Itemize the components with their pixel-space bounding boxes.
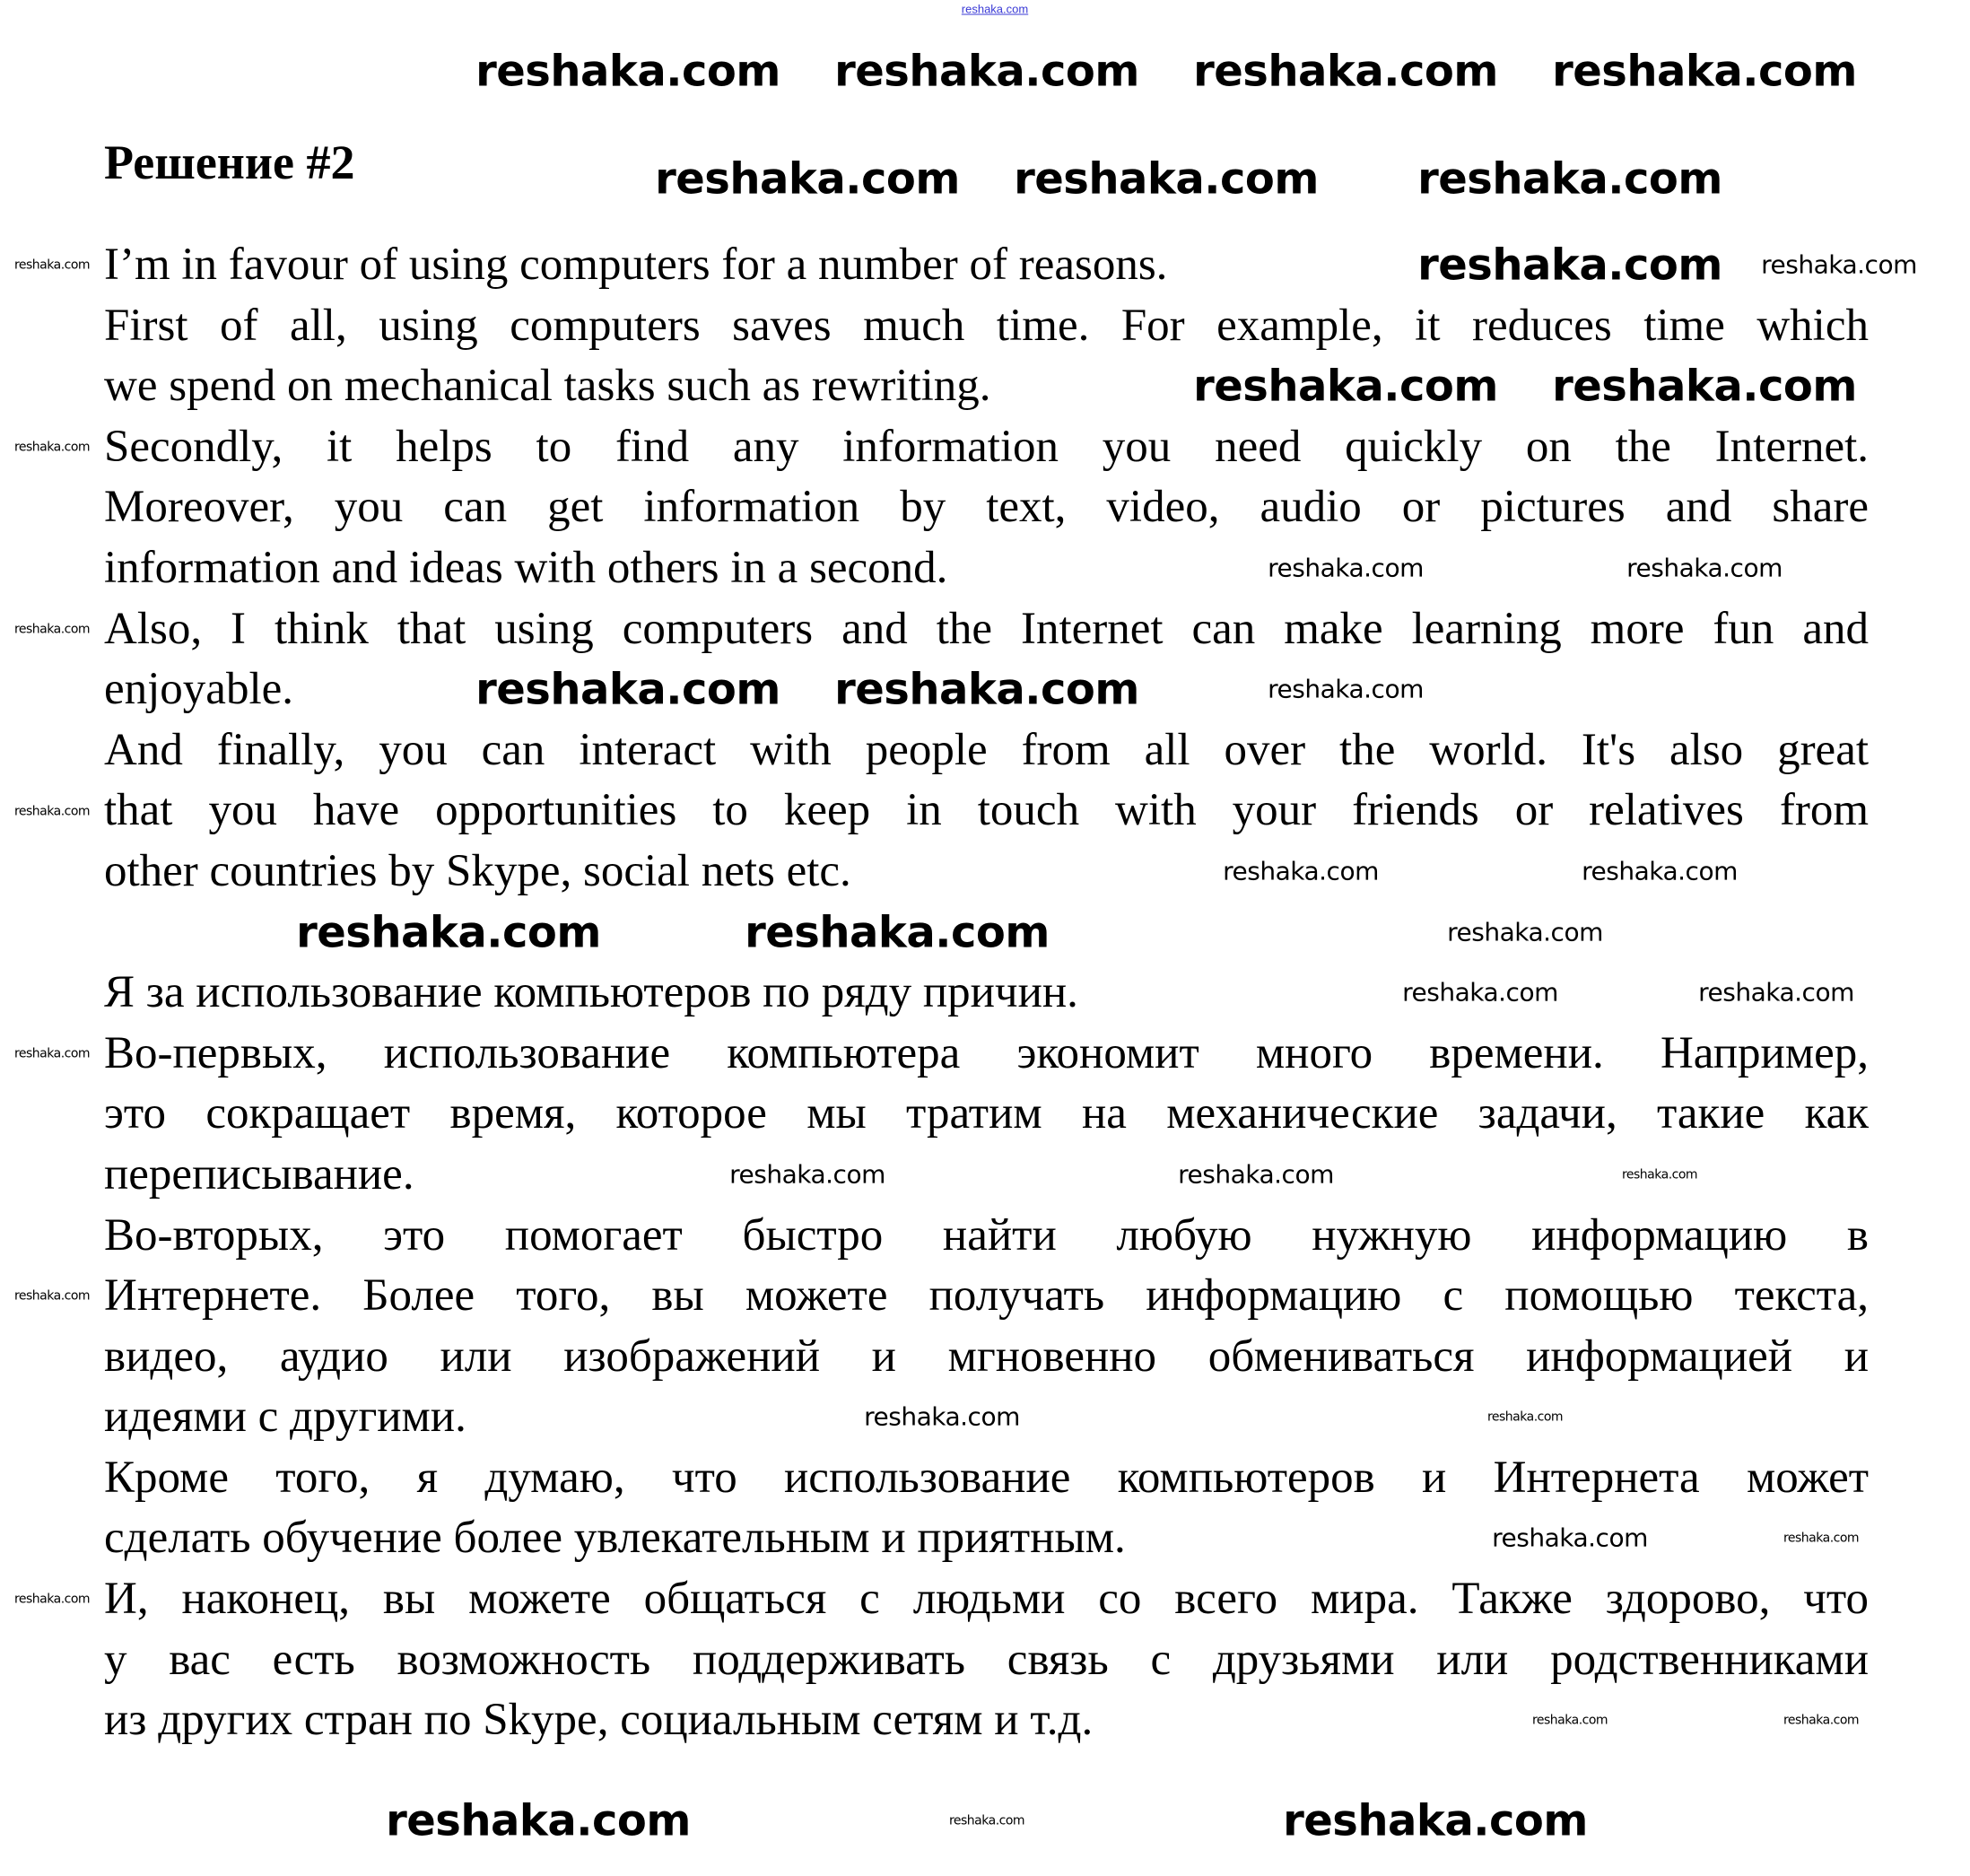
watermark: reshaka.com (13, 257, 91, 273)
watermark: reshaka.com (745, 907, 1050, 958)
watermark: reshaka.com (655, 153, 960, 205)
russian-text-line: Во-вторых, это помогает быстро найти любую нужную информацию в (104, 1209, 1869, 1261)
watermark: reshaka.com (1193, 46, 1498, 97)
watermark: reshaka.com (1621, 1167, 1698, 1182)
page-title: Решение #2 (104, 135, 355, 189)
watermark: reshaka.com (13, 440, 91, 455)
russian-text-line: Во-первых, использование компьютера экономит много времени. Например, (104, 1027, 1869, 1078)
russian-text-line: из других стран по Skype, социальным сетям и т.д. (104, 1695, 1094, 1746)
watermark: reshaka.com (386, 1795, 691, 1846)
english-text-line: And finally, you can interact with people from all over the world. It's also great (104, 724, 1869, 775)
watermark: reshaka.com (13, 1288, 91, 1304)
watermark: reshaka.com (1531, 1713, 1608, 1728)
watermark: reshaka.com (1268, 553, 1424, 583)
russian-text-line: это сокращает время, которое мы тратим на механические задачи, такие как (104, 1088, 1869, 1139)
watermark: reshaka.com (834, 664, 1139, 715)
watermark: reshaka.com (475, 46, 780, 97)
watermark: reshaka.com (864, 1401, 1020, 1432)
watermark: reshaka.com (834, 46, 1139, 97)
watermark: reshaka.com (1492, 1523, 1648, 1553)
watermark: reshaka.com (1761, 249, 1917, 280)
watermark: reshaka.com (1626, 553, 1783, 583)
russian-text-line: И, наконец, вы можете общаться с людьми со всего мира. Также здорово, что (104, 1574, 1869, 1625)
watermark: reshaka.com (13, 1592, 91, 1607)
watermark: reshaka.com (1014, 153, 1319, 205)
site-link[interactable]: reshaka.com (961, 2, 1029, 16)
watermark: reshaka.com (729, 1159, 885, 1190)
russian-text-line: Интернете. Более того, вы можете получать информацию с помощью текста, (104, 1270, 1869, 1322)
watermark: reshaka.com (1552, 361, 1857, 412)
watermark: reshaka.com (1783, 1531, 1860, 1546)
russian-text-line: у вас есть возможность поддерживать связь с друзьями или родственниками (104, 1634, 1869, 1685)
russian-text-line: видео, аудио или изображений и мгновенно обмениваться информацией и (104, 1331, 1869, 1382)
russian-text-line: переписывание. (104, 1148, 414, 1200)
english-text-line: we spend on mechanical tasks such as rewriting. (104, 361, 991, 412)
english-text-line: Secondly, it helps to find any information you need quickly on the Internet. (104, 421, 1869, 472)
watermark: reshaka.com (13, 1046, 91, 1061)
english-text-line: other countries by Skype, social nets etc. (104, 845, 851, 896)
watermark: reshaka.com (1447, 917, 1603, 947)
watermark: reshaka.com (1223, 856, 1379, 886)
english-text-line: I’m in favour of using computers for a number of reasons. (104, 240, 1168, 290)
watermark: reshaka.com (948, 1813, 1025, 1828)
english-text-line: enjoyable. (104, 664, 293, 715)
watermark: reshaka.com (1486, 1409, 1564, 1425)
english-text-line: First of all, using computers saves much time. For example, it reduces time which (104, 300, 1869, 351)
watermark: reshaka.com (1582, 856, 1738, 886)
russian-text-line: Кроме того, я думаю, что использование компьютеров и Интернета может (104, 1452, 1869, 1503)
english-text-line: that you have opportunities to keep in touch with your friends or relatives from (104, 785, 1869, 836)
russian-text-line: идеями с другими. (104, 1392, 466, 1443)
watermark: reshaka.com (1402, 977, 1558, 1008)
watermark: reshaka.com (1698, 977, 1854, 1008)
watermark: reshaka.com (1783, 1713, 1860, 1728)
russian-text-line: Я за использование компьютеров по ряду причин. (104, 967, 1078, 1018)
watermark: reshaka.com (296, 907, 601, 958)
watermark: reshaka.com (1193, 361, 1498, 412)
watermark: reshaka.com (1552, 46, 1857, 97)
watermark: reshaka.com (13, 804, 91, 819)
watermark: reshaka.com (1417, 240, 1722, 291)
watermark: reshaka.com (1283, 1795, 1588, 1846)
english-text-line: information and ideas with others in a second. (104, 542, 948, 593)
watermark: reshaka.com (1178, 1159, 1334, 1190)
watermark: reshaka.com (13, 622, 91, 637)
english-text-line: Moreover, you can get information by text, video, audio or pictures and share (104, 482, 1869, 533)
english-text-line: Also, I think that using computers and the Internet can make learning more fun and (104, 603, 1869, 654)
watermark: reshaka.com (475, 664, 780, 715)
russian-text-line: сделать обучение более увлекательным и приятным. (104, 1513, 1126, 1564)
watermark: reshaka.com (1417, 153, 1722, 205)
watermark: reshaka.com (1268, 674, 1424, 704)
